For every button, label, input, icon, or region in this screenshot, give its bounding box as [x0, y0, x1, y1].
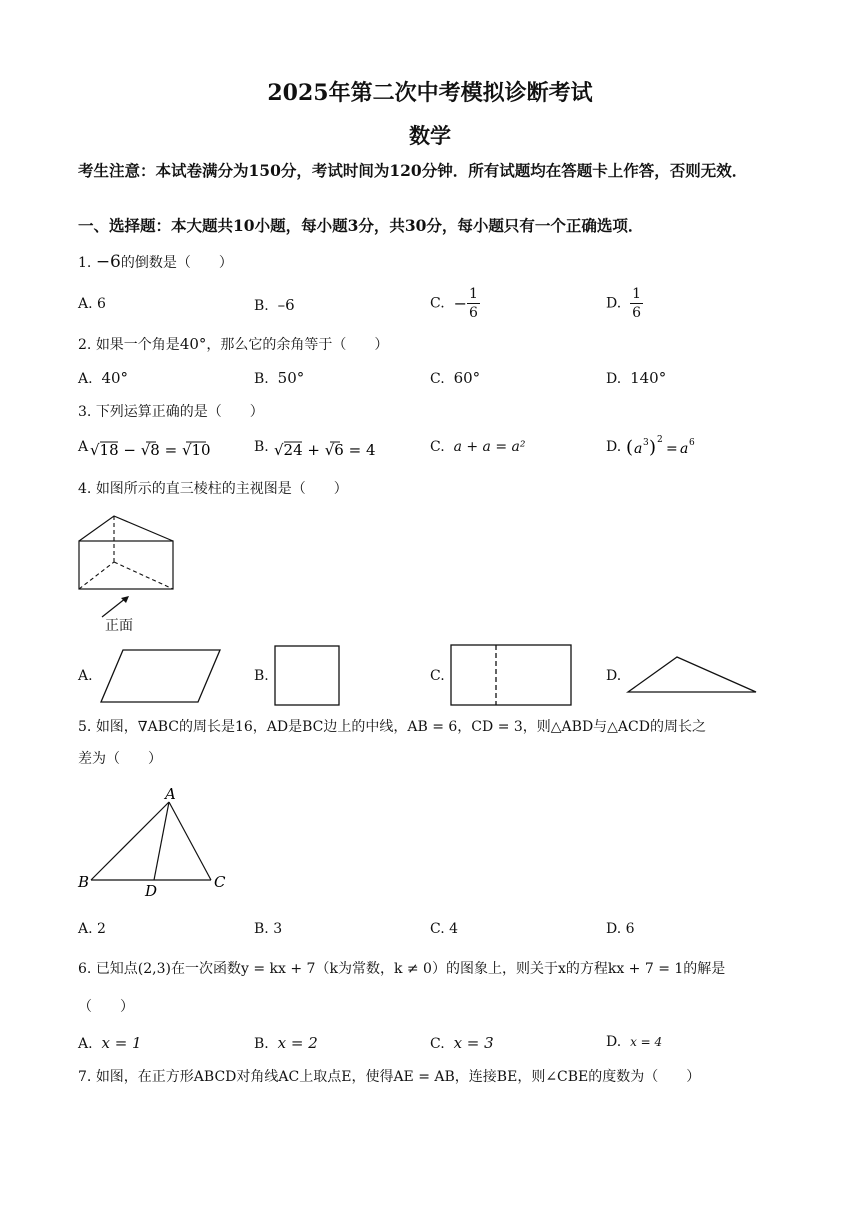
option-value: x = 1 [101, 1034, 142, 1052]
svg-text:(: ( [626, 437, 634, 458]
option-label: B. [254, 1036, 269, 1052]
option-label: C. [430, 371, 445, 387]
option-label: A. [78, 371, 93, 387]
option-label: D. [606, 1034, 622, 1050]
question-number: 4. [78, 481, 92, 497]
question-4 [78, 478, 790, 500]
option-c[interactable] [430, 285, 480, 322]
option-value: 60° [453, 369, 481, 387]
option-a-parallelogram[interactable] [98, 648, 224, 704]
option-value: 140° [630, 369, 667, 387]
svg-text:a: a [634, 441, 643, 457]
fraction-denominator: 6 [468, 305, 478, 321]
option-label: B. [254, 298, 269, 314]
option-value: 50° [277, 369, 305, 387]
question-number: 7. [78, 1069, 92, 1085]
option-a[interactable] [78, 296, 106, 312]
question-text: ，那么它的余角等于（ ） [206, 337, 389, 353]
question-number: 2. [78, 337, 92, 353]
option-label: D. [606, 439, 622, 455]
option-value: x = 2 [277, 1034, 318, 1052]
option-a-label: A. [78, 668, 93, 684]
svg-text:=: = [666, 441, 678, 457]
option-d[interactable] [606, 285, 643, 322]
svg-text:a: a [680, 441, 689, 457]
option-label: A [78, 439, 89, 455]
option-label: B. [254, 371, 269, 387]
svg-text:2: 2 [657, 435, 663, 445]
option-a[interactable] [78, 369, 128, 387]
point-c-label: C [214, 873, 226, 891]
option-label: C. [430, 1036, 445, 1052]
svg-text:6: 6 [689, 438, 695, 448]
option-b[interactable] [254, 1034, 318, 1052]
option-d[interactable] [606, 369, 666, 387]
question-5 [78, 716, 790, 738]
option-label: B. [254, 439, 269, 455]
question-number: 6. [78, 961, 92, 977]
minus-sign: − [453, 294, 467, 313]
section-heading: 一、选择题：本大题共10小题，每小题3分，共30分，每小题只有一个正确选项． [78, 216, 644, 235]
question-number: 5. [78, 719, 92, 735]
option-label: A. [78, 296, 93, 312]
option-b-label: B. [254, 668, 269, 684]
question-7 [78, 1066, 790, 1088]
option-value: x = 3 [453, 1034, 494, 1052]
option-label: D. [606, 295, 622, 312]
option-b[interactable] [254, 439, 269, 455]
option-c-label: C. [430, 668, 445, 684]
question-text: 的倒数是（ ） [120, 255, 233, 271]
option-label: A. [78, 1036, 93, 1052]
option-c[interactable] [430, 439, 526, 455]
option-label: C. [430, 439, 445, 455]
svg-text:3: 3 [643, 438, 649, 448]
option-a[interactable]: A. 2 [78, 921, 106, 937]
question-text: 下列运算正确的是（ ） [95, 404, 264, 420]
option-c-rectangle[interactable] [449, 643, 575, 709]
option-label: C. [430, 295, 445, 312]
option-b[interactable] [254, 296, 295, 314]
option-label: D. [606, 371, 622, 387]
triangle-abc-figure [74, 784, 234, 899]
option-a[interactable] [78, 439, 88, 455]
fraction [630, 285, 643, 322]
option-c[interactable]: C. 4 [430, 921, 459, 937]
question-text: 如图，∇ABC的周长是16，AD是BC边上的中线，AB = 6，CD = 3，则△ABD与△ACD的周长之 [95, 719, 706, 735]
svg-text:): ) [649, 437, 657, 458]
question-text: 如图所示的直三棱柱的主视图是（ ） [95, 481, 348, 497]
fraction-numerator: 1 [632, 286, 642, 302]
question-5-line-2: 差为（ ） [78, 751, 162, 767]
svg-text:√24 + √6 = 4: √24 + √6 = 4 [274, 441, 376, 459]
fraction [467, 285, 480, 322]
point-b-label: B [78, 873, 90, 891]
exam-notice: 考生注意：本试卷满分为150分，考试时间为120分钟．所有试题均在答题卡上作答，否则无效． [78, 161, 748, 180]
math-expression: 40° [179, 335, 207, 353]
question-text: 如果一个角是 [95, 337, 180, 353]
question-3 [78, 401, 790, 423]
option-a[interactable] [78, 1034, 142, 1052]
question-text: 已知点(2,3)在一次函数y = kx + 7（k为常数，k ≠ 0）的图象上，则关于x的方程kx + 7 = 1的解是 [95, 961, 726, 977]
option-value: a + a = a² [453, 439, 526, 455]
option-c[interactable] [430, 369, 480, 387]
option-d[interactable] [606, 439, 621, 455]
exam-title: 2025年第二次中考模拟诊断考试 [267, 80, 593, 106]
option-d[interactable] [606, 1034, 662, 1050]
option-value: x = 4 [630, 1035, 663, 1049]
question-number: 3. [78, 404, 92, 420]
fraction-denominator: 6 [632, 305, 642, 321]
fraction-numerator: 1 [468, 286, 478, 302]
exam-subject: 数学 [409, 123, 451, 148]
point-d-label: D [145, 882, 158, 899]
radical-expression-b [272, 434, 392, 464]
radical-expression-a [88, 434, 228, 464]
option-d[interactable]: D. 6 [606, 921, 635, 937]
svg-text:√18 − √8 = √10: √18 − √8 = √10 [90, 441, 211, 459]
question-6 [78, 958, 790, 980]
option-value: 40° [101, 369, 129, 387]
option-value: –6 [277, 296, 295, 314]
question-number: 1. [78, 255, 92, 271]
point-a-label: A [165, 785, 176, 803]
option-c[interactable] [430, 1034, 494, 1052]
option-d-label: D. [606, 668, 622, 684]
option-d-triangle[interactable] [625, 654, 761, 696]
power-expression-d [624, 431, 724, 463]
question-1 [78, 251, 790, 274]
math-expression: −6 [95, 252, 121, 272]
option-value: 6 [97, 296, 106, 312]
front-label: 正面 [105, 618, 133, 634]
option-b[interactable] [254, 369, 304, 387]
question-6-line-2: （ ） [78, 999, 134, 1015]
question-text: 如图，在正方形ABCD对角线AC上取点E，使得AE = AB，连接BE，则∠CBE的度数为（ ） [95, 1069, 701, 1085]
option-b[interactable]: B. 3 [254, 921, 283, 937]
question-2 [78, 333, 790, 356]
option-b-square[interactable] [273, 644, 343, 708]
